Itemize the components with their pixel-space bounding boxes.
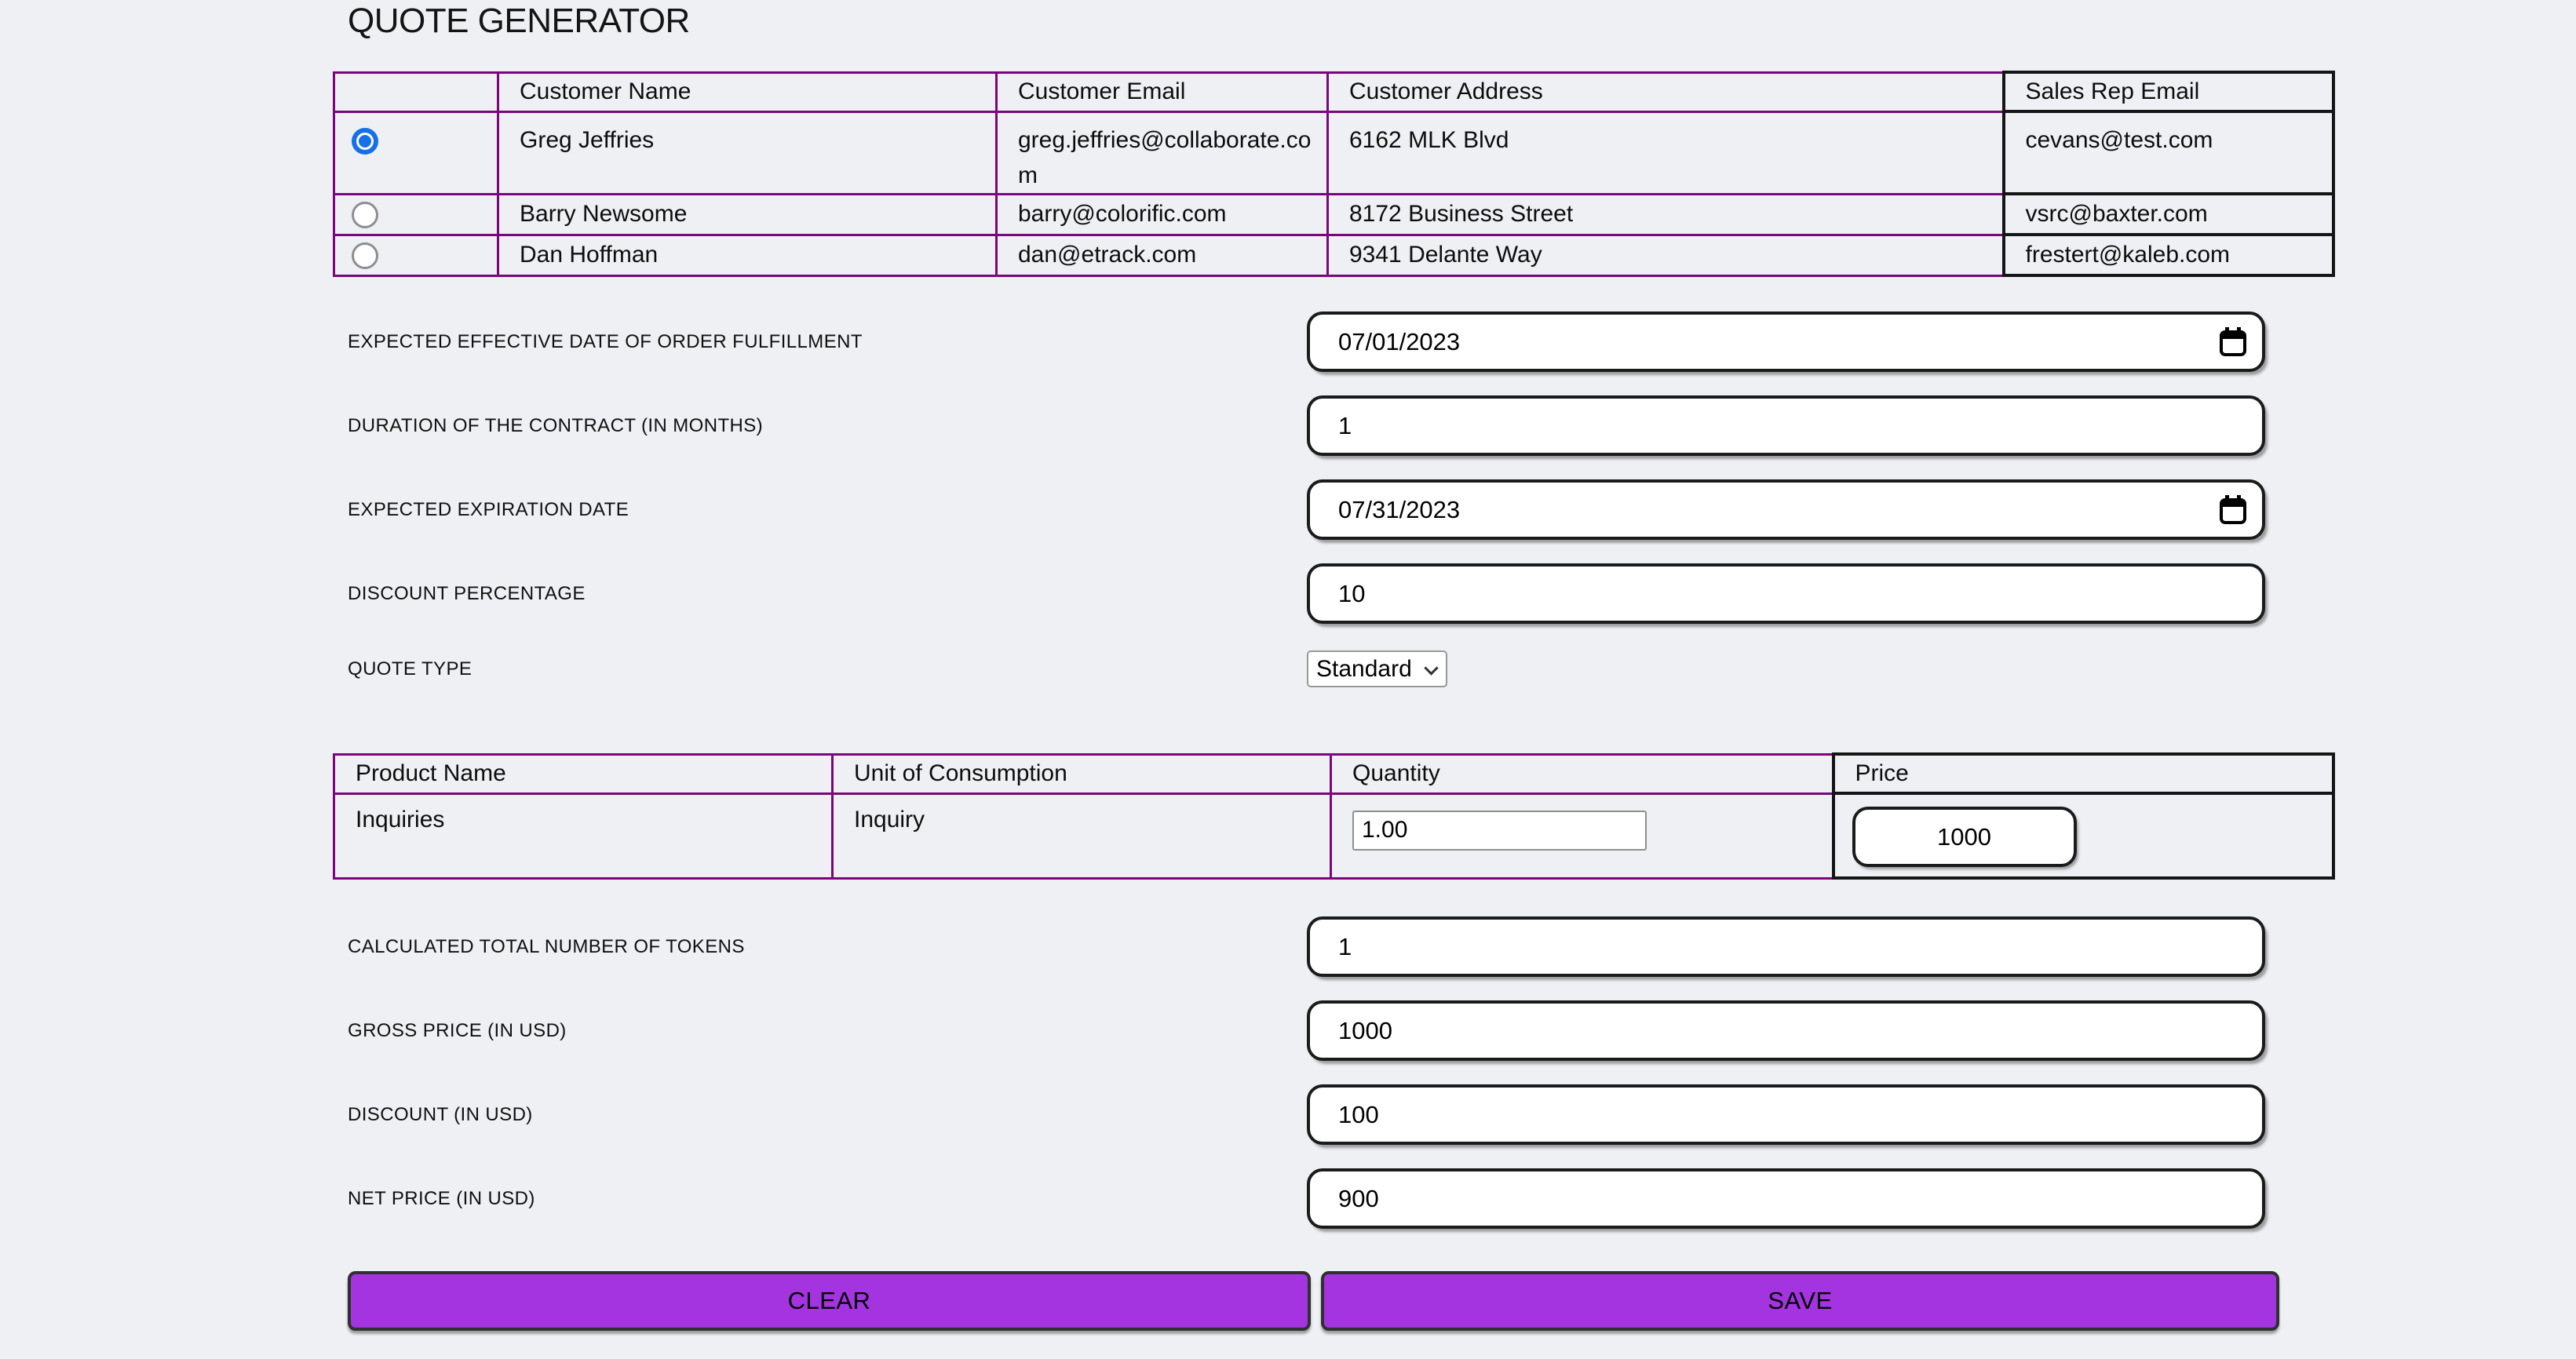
total-tokens-row: [333, 916, 2333, 977]
discount-usd-input[interactable]: [1307, 1084, 2265, 1145]
customer-radio-cell: [334, 235, 498, 275]
product-table: [333, 752, 2335, 880]
discount-percentage-input[interactable]: [1307, 563, 2265, 624]
unit-header: Unit of Consumption: [833, 754, 1331, 793]
customer-radio-cell: [334, 194, 498, 235]
discount-percentage-label: DISCOUNT PERCENTAGE: [348, 582, 586, 604]
customer-radio-button[interactable]: [352, 242, 378, 269]
calculated-section: [333, 916, 2333, 1229]
effective-date-label: EXPECTED EFFECTIVE DATE OF ORDER FULFILLMENT: [348, 330, 863, 352]
customer-email-cell: dan@etrack.com: [997, 235, 1328, 275]
customer-address-cell: 9341 Delante Way: [1328, 235, 2004, 275]
gross-price-shell: [1307, 1000, 2265, 1061]
customer-selector-header: [334, 72, 498, 111]
net-price-shell: [1307, 1168, 2265, 1229]
clear-button[interactable]: CLEAR: [348, 1271, 1311, 1331]
customer-radio-cell: [334, 111, 498, 194]
customer-row: [334, 194, 2333, 235]
product-row: [334, 793, 2333, 878]
customer-email-cell: barry@colorific.com: [997, 194, 1328, 235]
effective-date-shell: [1307, 312, 2265, 372]
customer-name-cell: Barry Newsome: [498, 194, 997, 235]
customer-email-cell: greg.jeffries@collaborate.com: [997, 111, 1328, 194]
action-buttons-row: [333, 1271, 2333, 1331]
duration-row: [333, 395, 2333, 456]
net-price-label: NET PRICE (IN USD): [348, 1187, 535, 1209]
product-name-cell: Inquiries: [334, 793, 833, 878]
expiration-date-label: EXPECTED EXPIRATION DATE: [348, 498, 629, 520]
customer-row: [334, 111, 2333, 194]
product-table-header-row: [334, 754, 2333, 793]
calendar-icon[interactable]: [2220, 327, 2246, 356]
price-cell: [1833, 793, 2333, 878]
customer-radio-button[interactable]: [352, 202, 378, 228]
total-tokens-label: CALCULATED TOTAL NUMBER OF TOKENS: [348, 935, 745, 957]
customer-name-cell: Dan Hoffman: [498, 235, 997, 275]
gross-price-row: [333, 1000, 2333, 1061]
customer-table-header-row: [334, 72, 2333, 111]
page-container: [333, 0, 2333, 1331]
product-name-header: Product Name: [334, 754, 833, 793]
gross-price-input[interactable]: [1307, 1000, 2265, 1061]
customer-radio-button[interactable]: [352, 128, 378, 155]
customer-name-cell: Greg Jeffries: [498, 111, 997, 194]
price-input[interactable]: [1852, 807, 2077, 867]
discount-percentage-row: [333, 563, 2333, 624]
customer-address-header: Customer Address: [1328, 72, 2004, 111]
customer-name-header: Customer Name: [498, 72, 997, 111]
effective-date-row: [333, 312, 2333, 372]
quote-type-label: QUOTE TYPE: [348, 658, 473, 680]
quantity-header: Quantity: [1331, 754, 1833, 793]
customer-email-header: Customer Email: [997, 72, 1328, 111]
quantity-cell: [1331, 793, 1833, 878]
unit-cell: Inquiry: [833, 793, 1331, 878]
quote-type-select[interactable]: [1307, 650, 1447, 687]
sales-rep-email-cell: cevans@test.com: [2004, 111, 2333, 194]
customer-table: [333, 71, 2335, 277]
effective-date-input[interactable]: [1307, 312, 2265, 372]
quote-type-row: [333, 650, 2333, 687]
sales-rep-email-header: Sales Rep Email: [2004, 72, 2333, 111]
customer-address-cell: 8172 Business Street: [1328, 194, 2004, 235]
duration-shell: [1307, 395, 2265, 456]
total-tokens-input[interactable]: [1307, 916, 2265, 977]
customer-address-cell: 6162 MLK Blvd: [1328, 111, 2004, 194]
gross-price-label: GROSS PRICE (IN USD): [348, 1019, 567, 1041]
customer-row: [334, 235, 2333, 275]
expiration-date-shell: [1307, 479, 2265, 540]
price-header: Price: [1833, 754, 2333, 793]
sales-rep-email-cell: vsrc@baxter.com: [2004, 194, 2333, 235]
net-price-row: [333, 1168, 2333, 1229]
sales-rep-email-cell: frestert@kaleb.com: [2004, 235, 2333, 275]
calendar-icon[interactable]: [2220, 495, 2246, 524]
net-price-input[interactable]: [1307, 1168, 2265, 1229]
duration-input[interactable]: [1307, 395, 2265, 456]
expiration-date-input[interactable]: [1307, 479, 2265, 540]
discount-percentage-shell: [1307, 563, 2265, 624]
duration-label: DURATION OF THE CONTRACT (IN MONTHS): [348, 414, 764, 436]
quote-type-select-wrap: [1307, 650, 1447, 687]
quote-fields-section: [333, 312, 2333, 687]
expiration-date-row: [333, 479, 2333, 540]
discount-usd-row: [333, 1084, 2333, 1145]
discount-usd-label: DISCOUNT (IN USD): [348, 1103, 533, 1125]
quantity-input[interactable]: [1352, 811, 1647, 851]
save-button[interactable]: SAVE: [1321, 1271, 2279, 1331]
page-title: QUOTE GENERATOR: [348, 2, 690, 40]
total-tokens-shell: [1307, 916, 2265, 977]
discount-usd-shell: [1307, 1084, 2265, 1145]
